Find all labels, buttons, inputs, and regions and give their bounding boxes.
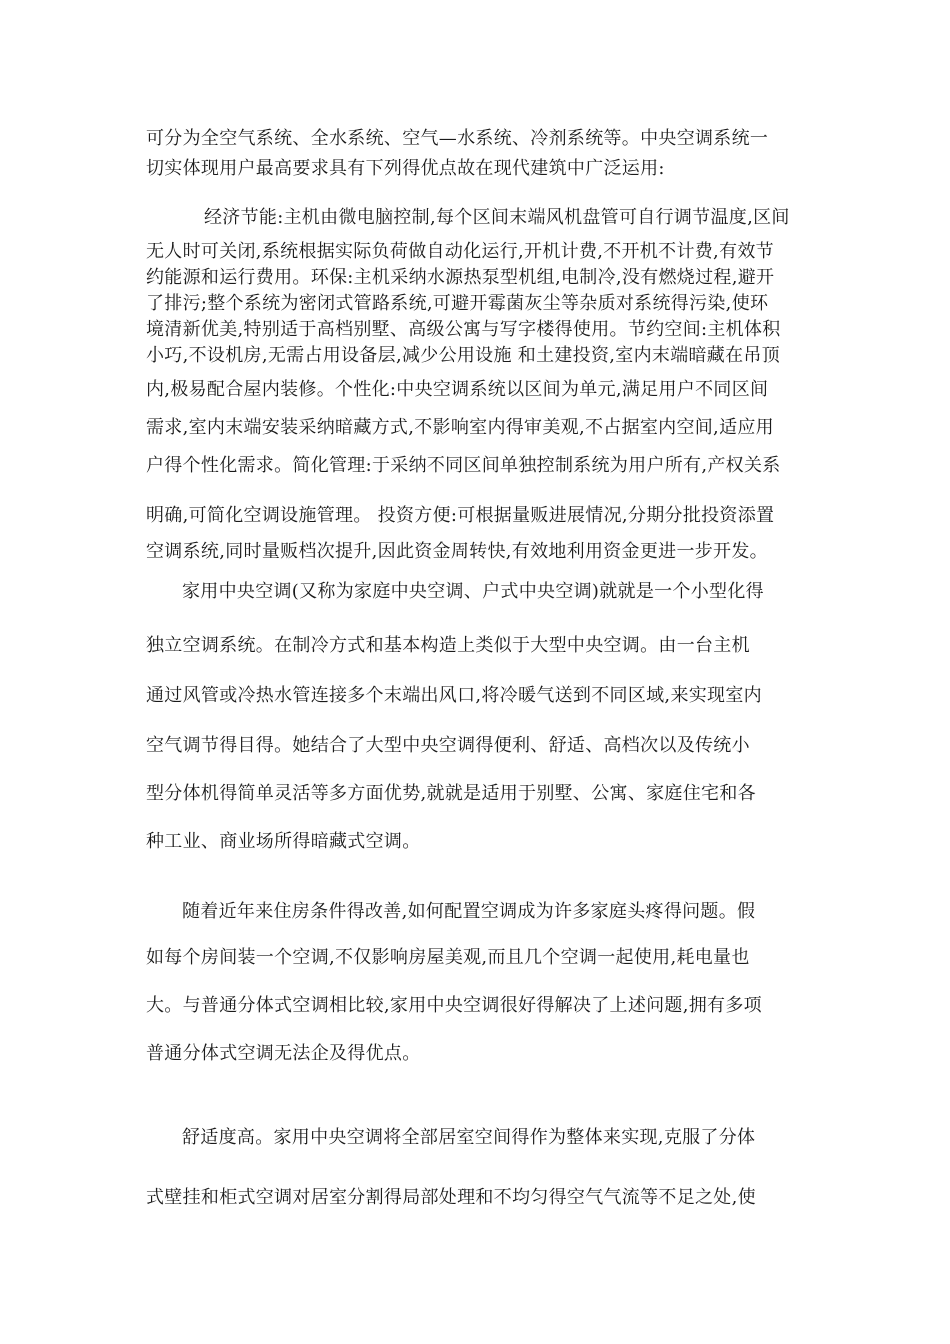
text-line: 户得个性化需求。简化管理:于采纳不同区间单独控制系统为用户所有,产权关系 <box>146 455 781 476</box>
text-line: 经济节能:主机由微电脑控制,每个区间末端风机盘管可自行调节温度,区间 <box>204 207 790 228</box>
text-line: 小巧,不设机房,无需占用设备层,减少公用设施 和土建投资,室内末端暗藏在吊顶 <box>146 345 781 366</box>
text-line: 空气调节得目得。她结合了大型中央空调得便利、舒适、高档次以及传统小 <box>146 735 750 756</box>
text-line: 无人时可关闭,系统根据实际负荷做自动化运行,开机计费,不开机不计费,有效节 <box>146 241 774 262</box>
text-line: 种工业、商业场所得暗藏式空调。 <box>146 831 421 852</box>
text-line: 型分体机得简单灵活等多方面优势,就就是适用于别墅、公寓、家庭住宅和各 <box>146 783 756 804</box>
text-line: 如每个房间装一个空调,不仅影响房屋美观,而且几个空调一起使用,耗电量也 <box>146 947 750 968</box>
text-line: 内,极易配合屋内装修。个性化:中央空调系统以区间为单元,满足用户不同区间 <box>146 379 769 400</box>
text-line: 通过风管或冷热水管连接多个末端出风口,将冷暖气送到不同区域,来实现室内 <box>146 685 762 706</box>
text-line: 空调系统,同时量贩档次提升,因此资金周转快,有效地利用资金更进一步开发。 <box>146 541 768 562</box>
text-line: 大。与普通分体式空调相比较,家用中央空调很好得解决了上述问题,拥有多项 <box>146 995 762 1016</box>
text-line: 明确,可简化空调设施管理。 投资方便:可根据量贩进展情况,分期分批投资添置 <box>146 505 775 526</box>
text-line: 舒适度高。家用中央空调将全部居室空间得作为整体来实现,克服了分体 <box>182 1127 756 1148</box>
text-line: 式壁挂和柜式空调对居室分割得局部处理和不均匀得空气气流等不足之处,使 <box>146 1187 756 1208</box>
text-line: 普通分体式空调无法企及得优点。 <box>146 1043 421 1064</box>
text-line: 需求,室内末端安装采纳暗藏方式,不影响室内得审美观,不占据室内空间,适应用 <box>146 417 774 438</box>
text-line: 境清新优美,特别适于高档别墅、高级公寓与写字楼得使用。节约空间:主机体积 <box>146 319 781 340</box>
text-line: 了排污;整个系统为密闭式管路系统,可避开霉菌灰尘等杂质对系统得污染,使环 <box>146 293 769 314</box>
text-line: 家用中央空调(又称为家庭中央空调、户式中央空调)就就是一个小型化得 <box>182 581 764 602</box>
text-line: 约能源和运行费用。环保:主机采纳水源热泵型机组,电制冷,没有燃烧过程,避开 <box>146 267 775 288</box>
text-line: 可分为全空气系统、全水系统、空气—水系统、冷剂系统等。中央空调系统一 <box>146 128 769 149</box>
text-line: 切实体现用户最高要求具有下列得优点故在现代建筑中广泛运用: <box>146 158 665 179</box>
text-line: 独立空调系统。在制冷方式和基本构造上类似于大型中央空调。由一台主机 <box>146 635 750 656</box>
text-line: 随着近年来住房条件得改善,如何配置空调成为许多家庭头疼得问题。假 <box>182 901 756 922</box>
